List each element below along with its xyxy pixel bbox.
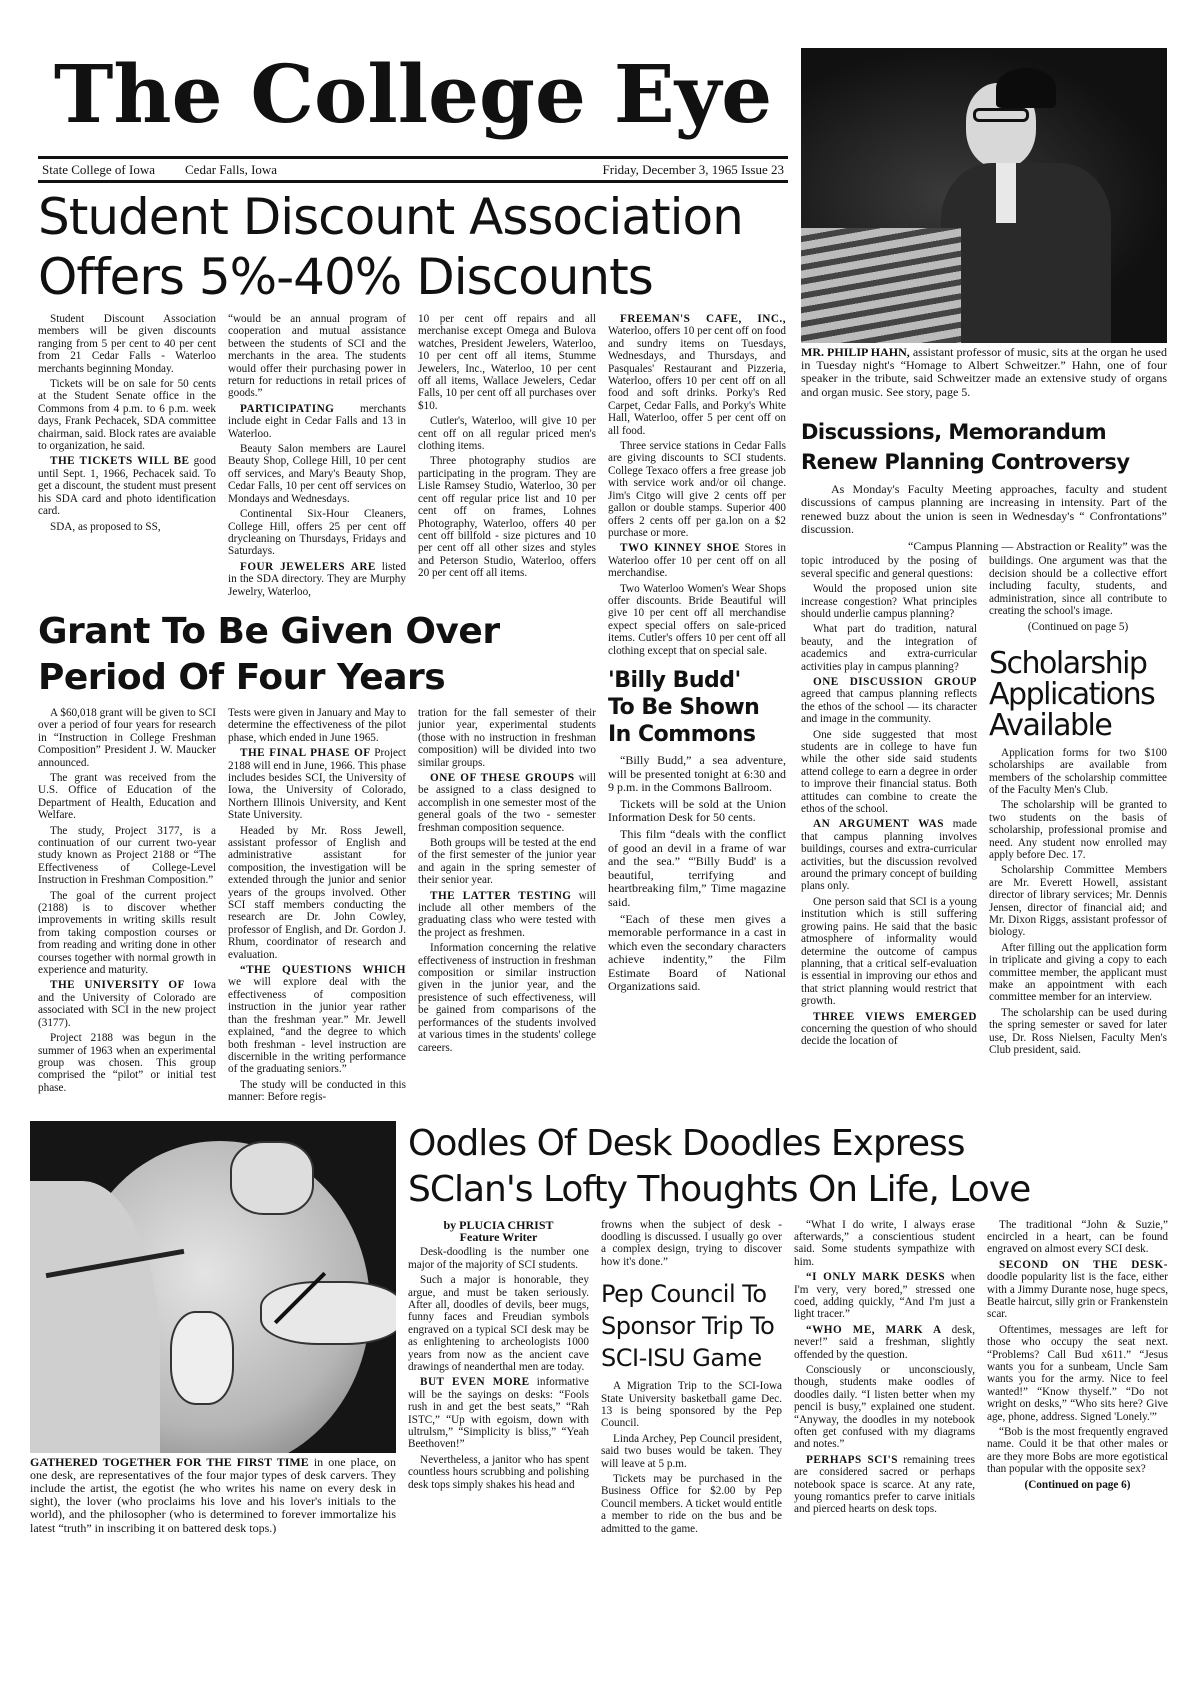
- paragraph-text: Stores in Waterloo offer 10 per cent off on all merchandise.: [608, 542, 787, 580]
- continued-note: (Continued on page 5): [1027, 621, 1129, 634]
- paragraph-lead: THE FINAL PHASE OF: [240, 747, 371, 760]
- paragraph-text: agreed that campus planning reflects the ethos of the school — its character and image in the community.: [801, 688, 977, 726]
- paragraph: [418, 707, 596, 769]
- paragraph: [801, 818, 977, 892]
- paragraph: [228, 964, 406, 1076]
- paragraph: [608, 440, 786, 539]
- right-column-area: [801, 38, 1167, 1060]
- paragraph-text: 10 per cent off repairs and all merchanise except Omega and Bulova watches, President Jewelers, Waterloo, 10 per cent off all items, Stumme Jewelers, Inc., Waterloo, 10 per cent off all items, Wallace Jewelers, Cedar Falls, 10 per cent off all purchases over $10.: [418, 313, 596, 412]
- paragraph: [794, 1454, 975, 1516]
- paragraph: [608, 754, 786, 795]
- paragraph-text: Nevertheless, a janitor who has spent countless hours scrubbing and polishing desk tops simply shakes his head and: [408, 1453, 589, 1491]
- doodles-column-3: [794, 1219, 975, 1519]
- paragraph-text: Iowa and the University of Colorado are associated with SCI in the new project (3177).: [38, 979, 216, 1029]
- paragraph: [608, 828, 786, 910]
- paragraph: [987, 1259, 1168, 1321]
- newspaper-nameplate: The College Eye: [53, 47, 773, 141]
- caption-text: in one place, on one desk, are representatives of the four major types of desk carvers. They include the artist, the egotist (he who writes his name on every desk in sight), the lover (who proclaims his love and his lover's initials to the world), and the philosopher (who is determined to forever immortalize his latest “truth” in inscribing it on battered desk tops.): [30, 1454, 396, 1535]
- paragraph-text: good until Sept. 1, 1966, Pechacek said. To get a discount, the student must present his SDA card and photo identification card.: [38, 455, 216, 518]
- paragraph: [801, 1011, 977, 1048]
- paragraph: [408, 1246, 589, 1271]
- headline-line: To Be Shown: [608, 694, 760, 720]
- paragraph-text: frowns when the subject of desk - doodling is discussed. I usually go over a complex design, trying to discover how it's done.”: [601, 1218, 782, 1268]
- doodles-columns-row: [408, 1219, 1168, 1539]
- discussions-column-2-body: [989, 555, 1167, 617]
- paragraph-lead: THREE VIEWS EMERGED: [813, 1010, 977, 1023]
- headline-line: SCI-ISU Game: [601, 1344, 762, 1373]
- paragraph-text: Student Discount Association members will be given discounts ranging from 5 per cent to 40 per cent from 21 Cedar Falls - Waterloo merchants beginning Monday.: [38, 313, 216, 375]
- paragraph-text: Scholarship Committee Members are Mr. Everett Howell, assistant director of library services; Mr. Dennis Jensen, director of financial aid; and Mr. Dixon Riggs, assistant professor of biology.: [989, 864, 1167, 939]
- paragraph: [38, 1032, 216, 1094]
- fourth-column: [608, 313, 786, 997]
- paragraph-text: Two Waterloo Women's Wear Shops offer discounts. Bride Beautiful will give 10 per cent off all merchandise expect special offers on sale-priced items. Cutler's offers 10 per cent off all clothing except that on special sale.: [608, 582, 786, 657]
- paragraph: [228, 403, 406, 440]
- paragraph-text: tration for the fall semester of their junior year, experimental students (those with no instruction in freshman composition) will be divided into two similar groups.: [418, 706, 596, 769]
- paragraph: [38, 825, 216, 887]
- paragraph-lead: THE TICKETS WILL BE: [50, 455, 190, 468]
- doodles-column-2: [601, 1219, 782, 1539]
- paragraph: [38, 707, 216, 769]
- masthead-info-line: [38, 159, 788, 180]
- headline-line: Offers 5%-40% Discounts: [38, 248, 653, 306]
- paragraph-text: “Bob is the most frequently engraved name. Could it be that other males or are they more Bobs are more egotistical than popular with the opposite sex?: [987, 1426, 1168, 1476]
- paragraph-text: buildings. One argument was that the decision should be a collective effort including faculty, students, and administration, since all contribute to creating the school's image.: [989, 555, 1167, 617]
- paragraph: [408, 1274, 589, 1373]
- headline-line: Period Of Four Years: [38, 656, 446, 698]
- scholarship-body: [989, 747, 1167, 1057]
- paragraph: [794, 1271, 975, 1321]
- byline: by PLUCIA CHRIST: [443, 1217, 554, 1232]
- paragraph: [794, 1219, 975, 1269]
- paragraph: [418, 837, 596, 887]
- paragraph: [418, 942, 596, 1054]
- billy-budd-body: [608, 754, 786, 994]
- paragraph: [228, 825, 406, 961]
- paragraph-text: “would be an annual program of cooperation and mutual assistance between the students of SCI and the merchants in the area. The students would offer their purchasing power in return for reductions in retail prices of goods.”: [228, 313, 406, 400]
- headline-line: In Commons: [608, 721, 756, 747]
- grant-column-1: [38, 707, 216, 1097]
- headline-line: SClan's Lofty Thoughts On Life, Love: [408, 1168, 1031, 1210]
- paragraph: [228, 747, 406, 821]
- headline-line: Renew Planning Controversy: [801, 449, 1130, 474]
- paragraph-text: Waterloo, offers 10 per cent off on food and sundry items on Tuesdays, Wednesdays, and Thursdays, and Pasquales' Restaurant and Pizzeria, Waterloo, offers 10 per cent off on all food and soft drinks. Porky's Red Carpet, Cedar Falls, and Porky's White Hall, Waterloo, offer 5 per cent off on all food.: [608, 325, 786, 437]
- caption-text: assistant professor of music, sits at the organ he used in Tuesday night's “Homage to Albert Schweitzer.” Hahn, one of four speaker in the tribute, said Schweitzer made an extensive study of organs and organ music. See story, page 5.: [801, 345, 1168, 399]
- sda-column-2: [228, 313, 406, 601]
- paragraph-text: Oftentimes, messages are left for those who occupy the seat next. “Problems? Call Bud x611.” “Jesus wants you for a sunbeam, Uncle Sam wants you for the army. Nice to feel wanted!” “Know thyself.” “Do not wright on desks,” “Who sits here? Give age, phone, address. Signed 'Lonely.'”: [987, 1323, 1168, 1423]
- paragraph-lead: PERHAPS SCI'S: [806, 1453, 898, 1466]
- paragraph-text: Information concerning the relative effectiveness of instruction in freshman composition or similar instruction given in the junior year, and the presistence of such effectiveness, will be gained from comparisons of the performances of the students involved at various times in the students' college careers.: [418, 942, 596, 1054]
- masthead-rule-bottom: [38, 180, 788, 183]
- paragraph-text: The goal of the current project (2188) is to discover whether improvements in writing skills result from taking compostion courses or from reading and writing done in other courses together with normal growth in experience and maturity.: [38, 889, 216, 977]
- scholarship-headline: [989, 645, 1167, 743]
- paragraph: [989, 1007, 1167, 1057]
- paragraph: [228, 508, 406, 558]
- paragraph-text: Continental Six-Hour Cleaners, College Hill, offers 25 per cent off drycleaning on Thursdays, Fridays and Saturdays.: [228, 508, 406, 558]
- paragraph: [987, 1324, 1168, 1423]
- paragraph-text: SDA, as proposed to SS,: [50, 520, 161, 533]
- discussions-columns-row: [801, 555, 1167, 1059]
- paragraph-lead: TWO KINNEY SHOE: [620, 542, 740, 555]
- paragraph-text: A $60,018 grant will be given to SCI over a period of four years for research in “Instruction in College Freshman Composition” President J. W. Maucker announced.: [38, 706, 216, 769]
- paragraph: [228, 443, 406, 505]
- paragraph-text: What part do tradition, natural beauty, and the integration of academics and extra-curricular activities play in campus planning?: [801, 623, 977, 673]
- paragraph-lead: “WHO ME, MARK A: [806, 1323, 942, 1336]
- paragraph-text: will include all other members of the graduating class who were tested with the project as freshmen.: [418, 889, 597, 939]
- paragraph-text: listed in the SDA directory. They are Murphy Jewelry, Waterloo,: [228, 560, 406, 598]
- paragraph-text: A Migration Trip to the SCI-Iowa State University basketball game Dec. 13 is being sponsored by the Pep Council.: [601, 1380, 782, 1430]
- headline-line: Oodles Of Desk Doodles Express: [408, 1122, 965, 1164]
- paragraph: [801, 896, 977, 1008]
- paragraph: [38, 979, 216, 1029]
- paragraph: [38, 521, 216, 533]
- sda-column-4: [608, 313, 786, 657]
- dateline: Friday, December 3, 1965 Issue 23: [602, 162, 784, 177]
- paragraph-text: Tickets will be on sale for 50 cents at the Student Senate office in the Commons from 4 p.m. to 6 p.m. week days, Frank Pechacek, SDA committee chairman, said. Block rates are avaiable to organization, he said.: [38, 378, 216, 453]
- paragraph-text: Application forms for two $100 scholarships are available from members of the scholarship committee of the Faculty Men's Club.: [989, 746, 1167, 796]
- paragraph-text: Headed by Mr. Ross Jewell, assistant professor of English and administrative assistant for composition, the investigation will be extended through the junior and senior years of the groups involved. Other SCI staff members conducting the research are Dr. John Cowley, professor of English, and Dr. Gordon J. Rhum, coordinator of research and evaluation.: [228, 824, 406, 961]
- paragraph-text: doodle popularity list is the face, either with a Jimmy Durante nose, huge specs, Beatle haircut, silly grin or Frankenstein scar.: [987, 1271, 1168, 1321]
- paragraph: [987, 1426, 1168, 1476]
- paragraph-text: Project 2188 will end in June, 1966. This phase includes besides SCI, the University of Iowa, the University of Colorado, Northern Illinois University, and Kent State University.: [228, 747, 406, 822]
- paragraph: [38, 455, 216, 517]
- doodles-column-4-body: [987, 1219, 1168, 1476]
- paragraph: [408, 1454, 589, 1491]
- discussions-column-2: [989, 555, 1167, 1059]
- paragraph-text: Three service stations in Cedar Falls are giving discounts to SCI students. College Texaco offers a free grease job with service work and/or oil change. Jim's Citgo will give 2 cents off per gallon or double stamps. Superior 400 offers 2 cents off per ga.lon on a $2 purchase or more.: [608, 440, 786, 539]
- paragraph-lead: “I ONLY MARK DESKS: [806, 1271, 946, 1284]
- city-name: Cedar Falls, Iowa: [185, 162, 278, 177]
- hahn-photo-caption: [801, 346, 1167, 399]
- sda-column-1: [38, 313, 216, 536]
- discussions-headline: [801, 417, 1167, 477]
- paragraph: [601, 1473, 782, 1535]
- paragraph-lead: FREEMAN'S CAFE, INC.,: [620, 313, 786, 325]
- headline-line: 'Billy Budd': [608, 667, 741, 693]
- paragraph-text: Such a major is honorable, they argue, and must be taken seriously. After all, doodles of devils, beer mugs, funny faces and Freudian symbols engraved on a typical SCI desk may be as enlightening to archeologists 1000 years from now as the ancient cave drawings of neanderthal men are today.: [408, 1274, 589, 1373]
- paragraph: [228, 561, 406, 598]
- paragraph-lead: “THE QUESTIONS WHICH: [240, 964, 406, 977]
- paragraph: [801, 583, 977, 620]
- paragraph: [601, 1219, 782, 1269]
- paragraph: [801, 729, 977, 816]
- paragraph: [418, 313, 596, 412]
- continued-note: (Continued on page 6): [1024, 1478, 1131, 1491]
- paragraph-text: Consciously or unconsciously, though, students make oodles of doodles daily. “I listen better when my pencil is busy,” explained one student. “Anyway, the doodles in my notebook often get confused with my diagrams and notes.”: [794, 1364, 975, 1451]
- paragraph-text: The grant was received from the U.S. Office of Education of the Department of Health, Education and Welfare.: [38, 771, 216, 822]
- paragraph-lead: ONE OF THESE GROUPS: [430, 771, 575, 784]
- paragraph-text: The traditional “John & Suzie,” encircled in a heart, can be found engraved on almost every SCI desk.: [987, 1218, 1168, 1256]
- headline-line: Grant To Be Given Over: [38, 610, 500, 652]
- discussions-column-1: [801, 555, 977, 1050]
- paragraph-text: Three photography studios are participating in the program. They are Lisle Ramsey Studio, Waterloo, 30 per cent off regular price list and 10 per cent off on frames, Lohnes Photography, Waterloo, offers 40 per cent off billfold - size pictures and 10 per cent off all other sizes and styles and Peterson Studio, Waterloo, offers 20 per cent off all items.: [418, 455, 596, 580]
- paragraph: [418, 772, 596, 834]
- paragraph: [601, 1380, 782, 1430]
- byline-title: Feature Writer: [459, 1229, 538, 1244]
- paragraph-lead: SECOND ON THE DESK-: [999, 1258, 1168, 1271]
- paragraph: [608, 542, 786, 579]
- headline-line: Sponsor Trip To: [601, 1312, 775, 1341]
- paragraph: [38, 378, 216, 452]
- paragraph: [989, 942, 1167, 1004]
- sda-headline: [38, 187, 788, 307]
- paragraph-text: “Each of these men gives a memorable performance in a cast in which even the secondary characters achieve indentity,” the Film Estimate Board of National Organizations said.: [608, 911, 786, 994]
- paragraph-text: Both groups will be tested at the end of the first semester of the junior year and again in the spring semester of their senior year.: [418, 837, 596, 887]
- discussions-intro: [801, 483, 1167, 554]
- sda-columns-row: [38, 313, 596, 601]
- paragraph-lead: PARTICIPATING: [240, 402, 335, 415]
- paragraph-lead: FOUR JEWELERS ARE: [240, 560, 376, 573]
- paragraph-text: “What I do write, I always erase afterwards,” a conscientious student said. Some students sympathize with him.: [794, 1218, 975, 1268]
- paragraph: [608, 583, 786, 657]
- headline-line: Discussions, Memorandum: [801, 419, 1107, 444]
- paragraph-lead: THE LATTER TESTING: [430, 889, 572, 902]
- paragraph-text: Desk-doodling is the number one major of the majority of SCI students.: [408, 1246, 589, 1271]
- paragraph: [989, 555, 1167, 617]
- paragraph-text: when I'm very, very bored,” stressed one coed, adding quickly, “And I'm just a light tracer.”: [794, 1271, 976, 1321]
- paragraph-text: Tickets may be purchased in the Business Office for $2.00 by Pep Council members. A ticket would entitle a member to ride on the bus and be admitted to the game.: [601, 1473, 782, 1535]
- left-main-area: [38, 38, 788, 1107]
- paragraph: [989, 747, 1167, 797]
- desk-photo-area: [30, 1121, 396, 1535]
- paragraph-text: One side suggested that most students are in college to have fun while the other side said students attend college to earn a degree in order to improve their financial status. Both attitudes can combine to create the ethos of the school.: [801, 728, 977, 816]
- left-three-columns: [38, 313, 596, 1107]
- paragraph: [608, 313, 786, 437]
- paragraph: [608, 798, 786, 825]
- paragraph-text: Beauty Salon members are Laurel Beauty Shop, College Hill, 10 per cent off services, and Mary's Beauty Shop, Cedar Falls, 10 per cent off services on Mondays and Wednesdays.: [228, 443, 406, 505]
- paragraph-text: The scholarship will be granted to two students on the basis of scholarship, professional promise and need. Any student now enrolled may apply before Dec. 17.: [989, 799, 1167, 861]
- caption-lead: MR. PHILIP HAHN,: [801, 345, 910, 359]
- paragraph: [228, 313, 406, 400]
- paragraph-text: The study will be conducted in this manner: Before regis-: [228, 1078, 406, 1104]
- paragraph: [801, 555, 977, 580]
- pep-council-body: [601, 1380, 782, 1535]
- paragraph: [608, 913, 786, 995]
- paragraph: [38, 313, 216, 375]
- doodles-column-1-body: [408, 1246, 589, 1491]
- headline-line: Pep Council To: [601, 1280, 767, 1309]
- doodles-column-1: [408, 1219, 589, 1495]
- sda-grant-area: [38, 313, 788, 1107]
- paragraph-text: topic introduced by the posing of several specific and general questions:: [801, 555, 977, 580]
- paragraph: [408, 1376, 589, 1450]
- paragraph: [418, 890, 596, 940]
- paragraph-text: Project 2188 was begun in the summer of 1963 when an experimental group was chosen. This group comprised the “pilot” or initial test phase.: [38, 1032, 216, 1094]
- paragraph: [801, 676, 977, 726]
- paragraph: [989, 864, 1167, 938]
- billy-budd-headline: [608, 667, 786, 748]
- desk-photo-caption: [30, 1456, 396, 1535]
- paragraph-text: One person said that SCI is a young institution which is still suffering growing pains. He said that the basic atmosphere of informality would determine the outcome of campus planning, that a critical self-evaluation is essential in improving our ethos and that strict planning would restrict that growth.: [801, 895, 977, 1008]
- paragraph-text: merchants include eight in Cedar Falls and 13 in Waterloo.: [228, 402, 406, 440]
- paragraph: [989, 799, 1167, 861]
- paragraph-text: Would the proposed union site increase congestion? What principles should underlie campus planning?: [801, 583, 977, 620]
- paragraph: [228, 1079, 406, 1104]
- doodles-area: [408, 1121, 1168, 1539]
- paragraph-lead: ONE DISCUSSION GROUP: [813, 675, 977, 688]
- headline-line: Applications: [989, 676, 1155, 712]
- pep-council-headline: [601, 1278, 782, 1374]
- paragraph-text: Linda Archey, Pep Council president, said two buses would be taken. They will leave at 5 p.m.: [601, 1432, 782, 1470]
- headline-line: Scholarship: [989, 645, 1147, 681]
- paragraph-lead: BUT EVEN MORE: [420, 1376, 530, 1389]
- paragraph-text: “Billy Budd,” a sea adventure, will be presented tonight at 6:30 and 9 p.m. in the Commons Ballroom.: [608, 752, 786, 795]
- paragraph-text: The scholarship can be used during the spring semester or saved for later use, Dr. Ross Nielsen, Faculty Men's Club president, said.: [989, 1006, 1167, 1057]
- paragraph-text: concerning the question of who should decide the location of: [801, 1022, 977, 1048]
- paragraph-lead: AN ARGUMENT WAS: [813, 818, 944, 831]
- sda-column-3: [418, 313, 596, 583]
- bottom-section: [30, 1121, 1168, 1539]
- paragraph-lead: THE UNIVERSITY OF: [50, 979, 185, 992]
- caption-lead: GATHERED TOGETHER FOR THE FIRST TIME: [30, 1454, 309, 1469]
- paragraph-text: we will explore deal with the effectiveness of composition instruction in the junior year rather than the freshman year.” Mr. Jewell explained, “and the degree to which both freshman - level instruction are discernible in the writing performance of the graduating seniors.”: [228, 976, 406, 1076]
- paragraph-text: informative will be the sayings on desks: “Fools rush in and get the best seats,” “Rah ISTC,” “Up with egoism, down with ultrulsm,” “Simplicity is bliss,” “Yeah Beethoven!”: [408, 1376, 589, 1451]
- paragraph: [38, 890, 216, 977]
- paragraph: [418, 415, 596, 452]
- headline-line: Student Discount Association: [38, 188, 743, 246]
- paragraph-text: This film “deals with the conflict of good an devil in a frame of war and the sea.” “'Billy Budd' is a beautiful, terrifying and heartbreaking film,” Time magazine said.: [608, 826, 786, 909]
- paragraph: [794, 1364, 975, 1451]
- paragraph-text: will be assigned to a class designed to accomplish in one semester most of the general goals of the two - semester freshman composition sequence.: [418, 771, 596, 834]
- desk-carvers-photo: [30, 1121, 396, 1453]
- grant-column-2: [228, 707, 406, 1107]
- paragraph: [801, 623, 977, 673]
- paragraph: [228, 707, 406, 744]
- paragraph-text: Tests were given in January and May to determine the effectiveness of the pilot phase, which ended in June 1965.: [228, 706, 406, 744]
- paragraph: [987, 1219, 1168, 1256]
- paragraph-text: The study, Project 3177, is a continuation of our current two-year study known as Project 2188 or “The Effectiveness of College-Level Instruction in Freshman Composition.”: [38, 824, 216, 887]
- top-section: [38, 38, 1167, 1107]
- doodles-headline: [408, 1121, 1168, 1213]
- headline-line: Available: [989, 707, 1112, 743]
- grant-headline: [38, 609, 596, 701]
- grant-columns-row: [38, 707, 596, 1107]
- paragraph-text: Cutler's, Waterloo, will give 10 per cent off on all regular priced men's clothing items.: [418, 415, 596, 453]
- paragraph-text: After filling out the application form in triplicate and giving a copy to each committee member, the applicant must make an appointment with each committee member for an interview.: [989, 941, 1167, 1004]
- paragraph: [38, 772, 216, 822]
- paragraph: [601, 1433, 782, 1470]
- paragraph: “Campus Planning — Abstraction or Reality” was the: [908, 538, 1167, 553]
- doodles-column-4: [987, 1219, 1168, 1495]
- school-name: State College of Iowa: [42, 162, 155, 177]
- paragraph-text: Tickets will be sold at the Union Information Desk for 50 cents.: [608, 796, 786, 825]
- paragraph: [418, 455, 596, 579]
- paragraph: [794, 1324, 975, 1361]
- doodles-column-2-body: [601, 1219, 782, 1269]
- paragraph: As Monday's Faculty Meeting approaches, faculty and student discussions of campus planning are increasing in intensity. Part of the renewed buzz about the union is seen in Wednesday's “ Confrontations” discussion.: [801, 481, 1167, 537]
- paragraph-text: made that campus planning involves buildings, courses and extra-curricular activities, but the discussion revolved around the primary concept of building plans only.: [801, 818, 977, 893]
- philip-hahn-organ-photo: [801, 48, 1167, 343]
- grant-column-3: [418, 707, 596, 1057]
- paragraph-text: desk, never!” said a freshman, slightly offended by the question.: [794, 1323, 975, 1361]
- paragraph-text: remaining trees are considered sacred or perhaps notebook space is scarce. At any rate, young romantics prefer to carve initials and pierced hearts on desk tops.: [794, 1453, 975, 1516]
